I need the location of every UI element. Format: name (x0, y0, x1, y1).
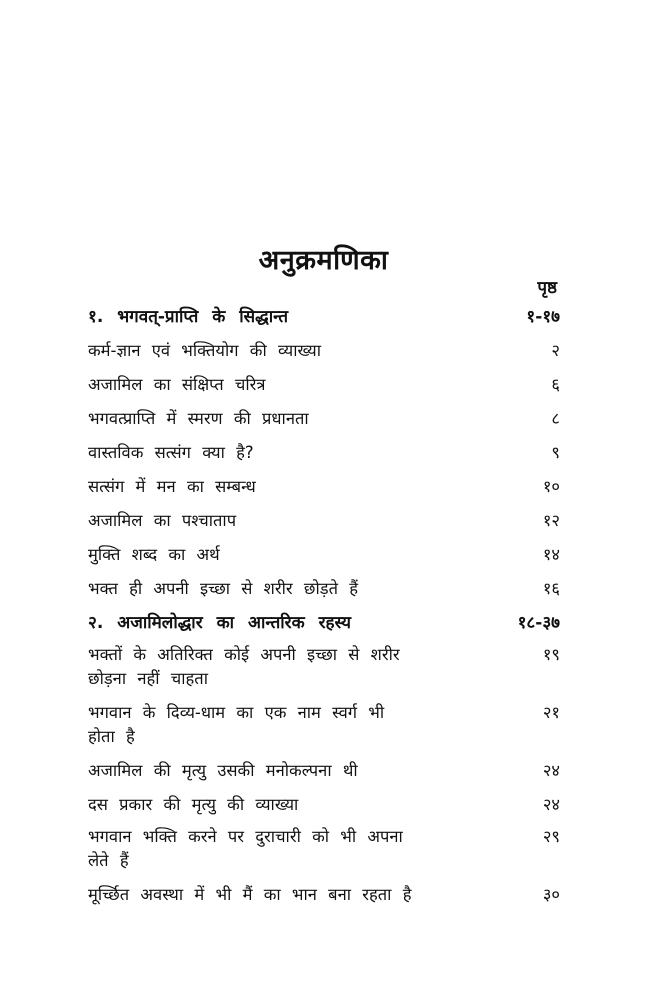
toc-entry-title: सत्संग में मन का सम्बन्ध (88, 477, 256, 496)
toc-entry (88, 701, 560, 749)
toc-page-number: १९ (542, 645, 560, 664)
toc-page-number: २ (551, 341, 560, 360)
toc-entry (88, 643, 560, 691)
toc-entry (88, 577, 560, 601)
toc-page-number: १२ (542, 511, 560, 530)
toc-section (88, 305, 560, 329)
toc-entry-title: भगवान के दिव्य-धाम का एक नाम स्वर्ग भी होता है (88, 703, 385, 746)
toc-entry-title: अजामिल का संक्षिप्त चरित्र (88, 375, 266, 394)
toc-page-number: १० (542, 477, 560, 496)
toc-page-number: ६ (551, 375, 560, 394)
page-number-column-label: पृष्ठ (537, 278, 557, 298)
toc-section (88, 611, 560, 635)
toc-entry (88, 475, 560, 499)
toc-entry-title: कर्म-ज्ञान एवं भक्तियोग की व्याख्या (88, 341, 321, 360)
toc-entry-title: भक्त ही अपनी इच्छा से शरीर छोड़ते हैं (88, 579, 358, 598)
toc-entry (88, 407, 560, 431)
toc-entry (88, 883, 560, 907)
toc-entry-title: मूर्च्छित अवस्था में भी मैं का भान बना रहता है (88, 885, 412, 904)
toc-section-title: २. अजामिलोद्धार का आन्तरिक रहस्य (88, 613, 352, 633)
toc-entry-title: भक्तों के अतिरिक्त कोई अपनी इच्छा से शरीर छोड़ना नहीं चाहता (88, 645, 400, 688)
toc-entry (88, 759, 560, 783)
toc-entry (88, 339, 560, 363)
toc-entry-title: भगवान भक्ति करने पर दुराचारी को भी अपना लेते हैं (88, 827, 403, 870)
toc-page-number: १४ (542, 545, 560, 564)
toc-page-number: २१ (542, 703, 560, 722)
toc-page-number: ९ (551, 443, 560, 462)
toc-entry (88, 825, 560, 873)
toc-entry-title: वास्तविक सत्संग क्या है? (88, 443, 254, 462)
toc-page-number: २४ (542, 761, 560, 780)
toc-entry-title: मुक्ति शब्द का अर्थ (88, 545, 220, 564)
toc-entry-title: भगवत्प्राप्ति में स्मरण की प्रधानता (88, 409, 309, 428)
toc-entry-title: अजामिल की मृत्यु उसकी मनोकल्पना थी (88, 761, 358, 780)
toc-entry (88, 793, 560, 817)
toc-entry-title: दस प्रकार की मृत्यु की व्याख्या (88, 795, 299, 814)
toc-page-number: २९ (542, 827, 560, 846)
toc-page-number: ३० (542, 885, 560, 904)
page-title: अनुक्रमणिका (258, 245, 389, 276)
toc-entry (88, 373, 560, 397)
toc-page-range: १८-३७ (517, 613, 560, 633)
toc-page-range: १-१७ (526, 307, 560, 327)
toc-entry (88, 543, 560, 567)
toc-entry (88, 441, 560, 465)
toc-page-number: २४ (542, 795, 560, 814)
toc-page-number: ८ (551, 409, 560, 428)
toc-entry (88, 509, 560, 533)
table-of-contents (88, 305, 560, 907)
toc-entry-title: अजामिल का पश्चाताप (88, 511, 237, 530)
toc-section-title: १. भगवत्-प्राप्ति के सिद्धान्त (88, 307, 289, 327)
toc-page-number: १६ (542, 579, 560, 598)
